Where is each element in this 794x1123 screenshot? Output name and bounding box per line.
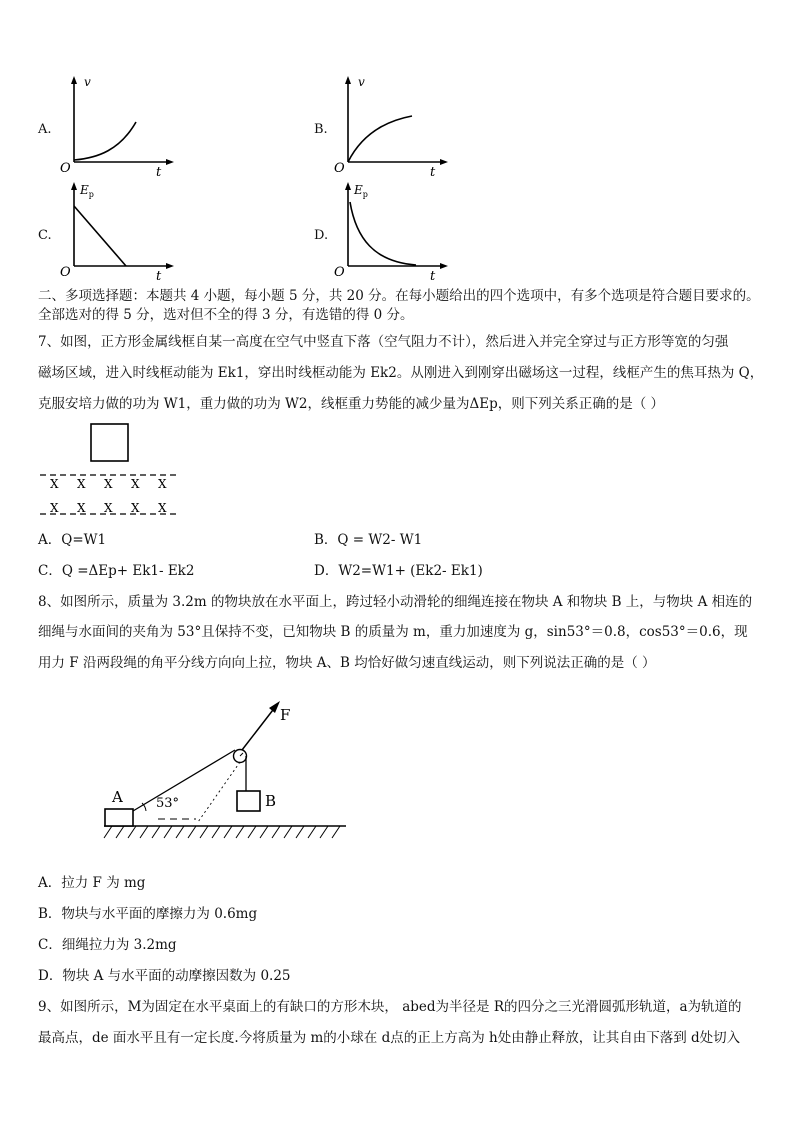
q7-line3: 克服安培力做的功为 W1，重力做的功为 W2，线框重力势能的减少量为ΔEp，则下列关系正确的是（ ） bbox=[38, 396, 665, 412]
block-a bbox=[105, 809, 133, 826]
graph-b-curve bbox=[348, 116, 412, 162]
block-a-label: A bbox=[112, 788, 123, 806]
q8-line3: 用力 F 沿两段绳的角平分线方向向上拉，物块 A、B 均恰好做匀速直线运动，则下列说法正确的是（ ） bbox=[38, 655, 656, 671]
q7-option-b: B．Q = W2- W1 bbox=[314, 532, 423, 548]
graph-a-ylabel: v bbox=[84, 75, 91, 89]
field-mark: X bbox=[131, 477, 140, 491]
graph-d-origin: O bbox=[334, 265, 345, 280]
graph-c-xlabel: t bbox=[156, 269, 162, 282]
rope-a bbox=[133, 750, 235, 811]
q8-option-a: A．拉力 F 为 mg bbox=[38, 875, 146, 891]
graph-d-xlabel: t bbox=[430, 269, 436, 282]
option-d-label: D. bbox=[314, 228, 329, 243]
graph-b-xlabel: t bbox=[430, 165, 436, 178]
section2-line1: 二、多项选择题：本题共 4 小题，每小题 5 分，共 20 分。在每小题给出的四个选项中，有多个选项是符合题目要求的。 bbox=[38, 288, 760, 304]
wire-frame bbox=[91, 424, 128, 461]
q7-line2: 磁场区域，进入时线框动能为 Ek1，穿出时线框动能为 Ek2。从刚进入到刚穿出磁场这一过程，线框产生的焦耳热为 Q， bbox=[38, 365, 764, 381]
q7-option-a: A．Q=W1 bbox=[38, 532, 107, 548]
graph-a-origin: O bbox=[60, 161, 71, 176]
q7-option-c: C．Q =ΔEp+ Ek1- Ek2 bbox=[38, 563, 195, 579]
option-c-label: C. bbox=[38, 228, 52, 243]
q7-line1: 7、如图，正方形金属线框自某一高度在空气中竖直下落（空气阻力不计），然后进入并完全穿过与正方形等宽的匀强 bbox=[38, 334, 729, 350]
force-f-arrow bbox=[242, 706, 276, 750]
graph-c-line bbox=[74, 206, 126, 266]
force-f-label: F bbox=[280, 706, 291, 724]
q9-line1: 9、如图所示，M为固定在水平桌面上的有缺口的方形木块， abed为半径是 R的四分之三光滑圆弧形轨道，a为轨道的 bbox=[38, 999, 742, 1015]
graph-a-curve bbox=[74, 122, 136, 160]
field-mark: X bbox=[50, 477, 59, 491]
graph-c-origin: O bbox=[60, 265, 71, 280]
graph-c-ylabel: $E_p$ bbox=[80, 183, 94, 199]
q7-option-d: D．W2=W1+ (Ek2- Ek1) bbox=[314, 563, 483, 579]
graph-d bbox=[332, 178, 452, 282]
field-mark: X bbox=[50, 501, 59, 515]
graph-b bbox=[332, 72, 452, 178]
graph-d-ylabel: $E_p$ bbox=[354, 183, 368, 199]
graph-b-ylabel: v bbox=[358, 75, 365, 89]
q8-line1: 8、如图所示，质量为 3.2m 的物块放在水平面上，跨过轻小动滑轮的细绳连接在物块 A 和物块 B 上，与物块 A 相连的 bbox=[38, 594, 753, 610]
graph-a bbox=[58, 72, 178, 178]
field-mark: X bbox=[104, 501, 113, 515]
graph-d-curve bbox=[350, 202, 416, 265]
field-mark: X bbox=[131, 501, 140, 515]
field-mark: X bbox=[158, 501, 167, 515]
ground-hatching bbox=[104, 826, 340, 838]
section2-line2: 全部选对的得 5 分，选对但不全的得 3 分，有选错的得 0 分。 bbox=[38, 307, 414, 323]
option-b-label: B. bbox=[314, 122, 328, 137]
q9-line2: 最高点，de 面水平且有一定长度.今将质量为 m的小球在 d点的正上方高为 h处由静止释放，让其自由下落到 d处切入 bbox=[38, 1030, 741, 1046]
field-mark: X bbox=[104, 477, 113, 491]
field-mark: X bbox=[77, 477, 86, 491]
q8-option-c: C．细绳拉力为 3.2mg bbox=[38, 937, 177, 953]
q8-option-d: D．物块 A 与水平面的动摩擦因数为 0.25 bbox=[38, 968, 291, 984]
block-b-label: B bbox=[265, 792, 277, 810]
graph-a-xlabel: t bbox=[156, 165, 162, 178]
q8-option-b: B．物块与水平面的摩擦力为 0.6mg bbox=[38, 906, 258, 922]
angle-label: 53° bbox=[156, 796, 180, 811]
block-b bbox=[237, 791, 260, 811]
q8-line2: 细绳与水面间的夹角为 53°且保持不变，已知物块 B 的质量为 m，重力加速度为 g，sin53°＝0.8，cos53°＝0.6，现 bbox=[38, 624, 748, 640]
field-mark: X bbox=[158, 477, 167, 491]
field-mark: X bbox=[77, 501, 86, 515]
bisector-dash bbox=[198, 762, 240, 822]
graph-b-origin: O bbox=[334, 161, 345, 176]
q8-figure bbox=[100, 698, 350, 844]
option-a-label: A. bbox=[38, 122, 52, 137]
graph-c bbox=[58, 178, 178, 282]
q7-figure bbox=[38, 420, 188, 520]
